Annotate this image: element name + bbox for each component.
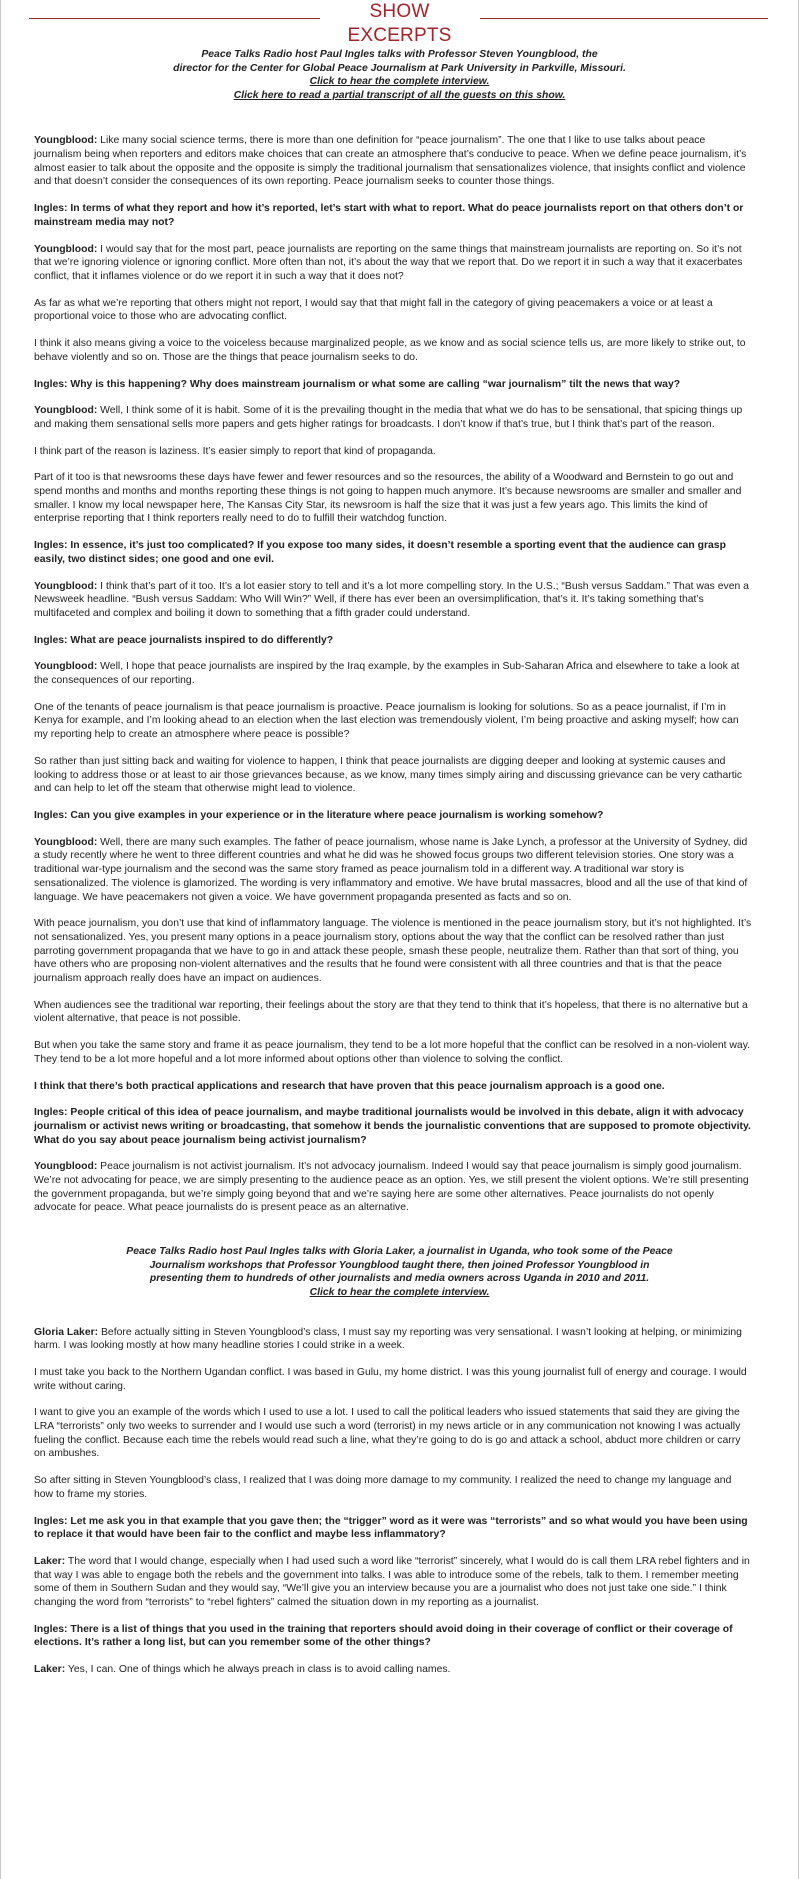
paragraph-text: I think that there’s both practical applications and research that have proven that this peace journalism approach is a good one.	[34, 1080, 665, 1092]
paragraph-text: As far as what we’re reporting that others might not report, I would say that that might fall in the category of giving peacemakers a voice or at least a proportional voice to those who are advocating conflict.	[34, 297, 713, 323]
speaker-name: Laker:	[34, 1664, 66, 1676]
paragraph-text: What are peace journalists inspired to do differently?	[67, 634, 334, 646]
question-paragraph	[34, 809, 752, 823]
paragraph-text: Before actually sitting in Steven Youngblood’s class, I must say my reporting was very sensational. I wasn’t looking at helping, or minimizing harm. I was looking mostly at how many headline stories I could strike in a week.	[34, 1326, 742, 1352]
complete-interview-link[interactable]: Click to hear the complete interview.	[309, 1286, 490, 1298]
intro-line: Peace Talks Radio host Paul Ingles talks with Gloria Laker, a journalist in Uganda, who took some of the Peace	[126, 1246, 673, 1258]
answer-paragraph	[34, 1366, 752, 1393]
transcript-link[interactable]: Click here to read a partial transcript of all the guests on this show.	[233, 89, 566, 101]
paragraph-text: Yes, I can. One of things which he always preach in class is to avoid calling names.	[65, 1664, 451, 1676]
answer-paragraph	[34, 1474, 752, 1501]
answer-paragraph	[34, 1555, 752, 1610]
paragraph-text: Well, there are many such examples. The father of peace journalism, whose name is Jake Lynch, a professor at the University of Sydney, did a study recently where he went to three different countries and what he did was he showed focus groups two different television stories. One story was a traditional war-type journalism and the second was the same story framed as peace journalism told in a different way. A traditional war story is sensationalized. The violence is glamorized. The wording is very inflammatory and emotive. We have brutal massacres, blood and all the use of that kind of language. We have peacemakers not given a voice. We have government propaganda presented as facts and so on.	[34, 836, 748, 903]
paragraph-text: So after sitting in Steven Youngblood’s class, I realized that I was doing more damage to my community. I realized the need to change my language and how to frame my stories.	[34, 1475, 732, 1500]
answer-paragraph	[34, 999, 752, 1026]
answer-paragraph	[34, 1039, 752, 1066]
intro-line: Journalism workshops that Professor Youngblood taught there, then joined Professor Youngblood in	[149, 1259, 650, 1271]
answer-paragraph	[34, 337, 752, 364]
speaker-name: Youngblood:	[34, 405, 98, 417]
paragraph-text: When audiences see the traditional war reporting, their feelings about the story are that they tend to think that it’s hopeless, that there is no alternative but a violent alternative, that peace is not possible.	[34, 999, 748, 1025]
speaker-name: Ingles:	[34, 809, 68, 821]
paragraph-text: Can you give examples in your experience or in the literature where peace journalism is working somehow?	[67, 809, 604, 821]
answer-paragraph	[34, 471, 752, 526]
speaker-name: Gloria Laker:	[34, 1326, 99, 1338]
answer-paragraph	[34, 404, 752, 431]
paragraph-text: In terms of what they report and how it’s reported, let’s start with what to report. What do peace journalists report on that others don’t or mainstream media may not?	[34, 203, 744, 228]
answer-paragraph	[34, 755, 752, 796]
question-paragraph	[34, 378, 752, 392]
intro-line: director for the Center for Global Peace Journalism at Park University in Parkville, Missouri.	[173, 62, 626, 74]
speaker-name: Youngblood:	[34, 243, 98, 255]
paragraph-text: Like many social science terms, there is more than one definition for “peace journalism”. The one that I like to use talks about peace journalism being when reporters and editors make choices that can create an atmosphere that’s conducive to peace. When we define peace journalism, it’s almost easier to talk about the opposite and the opposite is simply the traditional journalism that sensationalizes violence, that insights conflict and violence and that doesn’t consider the consequences of its own reporting. Peace journalism seeks to counter those things.	[34, 135, 747, 188]
intro-line: presenting them to hundreds of other journalists and media owners across Uganda in 2010 and 2011.	[149, 1273, 650, 1285]
speaker-name: Laker:	[34, 1555, 66, 1567]
question-paragraph	[34, 539, 752, 566]
answer-paragraph	[34, 134, 752, 189]
paragraph-text: I think it also means giving a voice to the voiceless because marginalized people, as we know and as social science tells us, are more likely to strike out, to behave violently and so on. Those are the things that peace journalism seeks to do.	[34, 338, 746, 363]
paragraph-text: Peace journalism is not activist journalism. It’s not advocacy journalism. Indeed I would say that peace journalism is simply good journalism. We’re not advocating for peace, we are simply presenting to the audience peace as an option. Yes, we still present the violent options. We’re still presenting the government propaganda, but we’re simply going beyond that and we’re saying here are some other alternatives. Peace journalists do not openly advocate for peace. What peace journalists do is present peace as an alternative.	[34, 1161, 749, 1214]
question-paragraph	[34, 1515, 752, 1542]
paragraph-text: In essence, it’s just too complicated? If you expose too many sides, it doesn’t resemble a sporting event that the audience can grasp easily, two distinct sides; one good and one evil.	[34, 540, 726, 565]
section-header	[1, 0, 798, 46]
paragraph-text: Well, I think some of it is habit. Some of it is the prevailing thought in the media that what we do has to be sensational, that spicing things up and making them sensational sells more papers and gets higher ratings for broadcasts. I don’t know if that’s true, but I think that’s part of the reason.	[34, 405, 743, 430]
paragraph-text: I want to give you an example of the words which I used to use a lot. I used to call the political leaders who issued statements that said they are giving the LRA “terrorists” only two weeks to surrender and I would use such a word (terrorist) in my news article or in any communication not knowing I was actually fueling the conflict. Because each time the rebels would read such a line, what they’re going to do is go and attack a school, abduct more children or carry on ambushes.	[34, 1407, 741, 1460]
speaker-name: Youngblood:	[34, 836, 98, 848]
paragraph-text: But when you take the same story and frame it as peace journalism, they tend to be a lot more hopeful that the conflict can be resolved in a non-violent way. They tend to be a lot more hopeful and a lot more informed about options other than violence to solving the conflict.	[34, 1040, 751, 1065]
question-paragraph	[34, 202, 752, 229]
answer-paragraph	[34, 1160, 752, 1215]
question-paragraph	[34, 1623, 752, 1650]
speaker-name: Ingles:	[34, 1623, 68, 1635]
answer-paragraph	[34, 836, 752, 905]
intro-line: Peace Talks Radio host Paul Ingles talks with Professor Steven Youngblood, the	[201, 49, 598, 60]
speaker-name: Youngblood:	[34, 661, 98, 673]
paragraph-text: Part of it too is that newsrooms these days have fewer and fewer resources and so the resources, the ability of a Woodward and Bernstein to go out and spend months and months and months reporting these things is not going to happen much anymore. It’s because newsrooms are smaller and smaller and smaller. I know my local newspaper here, The Kansas City Star, its newsroom is half the size that it was just a few years ago. This limits the kind of enterprise reporting that I think reporters really need to do to fulfill their watchdog function.	[34, 472, 742, 525]
answer-paragraph	[34, 1663, 752, 1677]
page-title: SHOW EXCERPTS	[320, 0, 480, 48]
answer-paragraph	[34, 660, 752, 687]
speaker-name: Ingles:	[34, 1515, 68, 1527]
answer-paragraph	[34, 243, 752, 284]
paragraph-text: I would say that for the most part, peace journalists are reporting on the same things that mainstream journalists are reporting on. So it’s not that we’re ignoring violence or ignoring conflict. More often than not, it’s about the way that we report that. Do we report it in such a way that it exacerbates conflict, that it inflames violence or do we report it in such a way that it does not?	[34, 243, 743, 282]
interview-intro-laker	[61, 1245, 738, 1299]
paragraph-text: There is a list of things that you used in the training that reporters should avoid doing in their coverage of conflict or their coverage of elections. It’s rather a long list, but can you remember some of the other things?	[34, 1623, 733, 1649]
speaker-name: Ingles:	[34, 1107, 68, 1119]
transcript-section-youngblood	[1, 134, 798, 1215]
paragraph-text: So rather than just sitting back and waiting for violence to happen, I think that peace journalists are digging deeper and looking at systemic causes and looking to address those or at least to air those grievances because, as we know, many times simply airing and discussing grievance can be very cathartic and can help to let off the steam that otherwise might lead to violence.	[34, 755, 743, 795]
question-paragraph	[34, 634, 752, 648]
answer-paragraph	[34, 580, 752, 621]
speaker-name: Ingles:	[34, 634, 68, 646]
answer-paragraph	[34, 445, 752, 459]
answer-paragraph	[34, 701, 752, 742]
speaker-name: Ingles:	[34, 203, 68, 215]
paragraph-text: I must take you back to the Northern Ugandan conflict. I was based in Gulu, my home district. I was this young journalist full of energy and courage. I would write without caring.	[34, 1366, 747, 1392]
interview-intro-youngblood	[61, 48, 738, 102]
answer-paragraph	[34, 917, 752, 986]
paragraph-text: With peace journalism, you don’t use that kind of inflammatory language. The violence is mentioned in the peace journalism story, but it’s not highlighted. It’s not sensationalized. Yes, you present many options in a peace journalism story, options about the way that the conflict can be resolved rather than just parroting government propaganda that we have to go in and attack these people, smash these people, neutralize them. Rather than that sort of thing, you have others who are proposing non-violent alternatives and the results that he found were consistent with all three countries and that is that the peace journalism approach really does have an impact on audiences.	[34, 918, 752, 985]
paragraph-text: I think that’s part of it too. It’s a lot easier story to tell and it’s a lot more compelling story. In the U.S.; “Bush versus Saddam.” That was even a Newsweek headline. “Bush versus Saddam: Who Will Win?” Well, if there has ever been an oversimplification, that’s it. It’s taking something that’s multifaceted and complex and boiling it down to something that a fifth grader could understand.	[34, 580, 749, 619]
complete-interview-link[interactable]: Click to hear the complete interview.	[309, 76, 490, 88]
question-paragraph	[34, 1080, 752, 1094]
paragraph-text: Why is this happening? Why does mainstream journalism or what some are calling “war journalism” tilt the news that way?	[67, 378, 681, 390]
paragraph-text: People critical of this idea of peace journalism, and maybe traditional journalists would be involved in this debate, align it with advocacy journalism or activist news writing or broadcasting, that somehow it bends the journalistic conventions that are supposed to promote objectivity. What do you say about peace journalism being activist journalism?	[34, 1107, 751, 1146]
speaker-name: Youngblood:	[34, 135, 98, 147]
paragraph-text: One of the tenants of peace journalism is that peace journalism is proactive. Peace journalism is looking for solutions. So as a peace journalist, if I’m in Kenya for example, and I’m looking ahead to an election when the last election was tremendously violent, I’m being proactive and asking myself; how can my reporting help to create an atmosphere where peace is possible?	[34, 701, 739, 741]
answer-paragraph	[34, 297, 752, 324]
paragraph-text: I think part of the reason is laziness. It’s easier simply to report that kind of propaganda.	[34, 445, 436, 457]
speaker-name: Youngblood:	[34, 1161, 98, 1173]
speaker-name: Ingles:	[34, 540, 68, 552]
question-paragraph	[34, 1106, 752, 1147]
paragraph-text: The word that I would change, especially when I had used such a word like “terrorist” sincerely, what I would do is call them LRA rebel fighters and in that way I was able to engage both the rebels and the government into talks. I was able to introduce some of the rebels, talk to them. I remember meeting some of them in Southern Sudan and they would say, “We’ll give you an interview because you are a journalist who does not just take one side.” I think changing the word from “terrorists” to “rebel fighters” calmed the situation down in my reporting as a journalist.	[34, 1555, 750, 1609]
paragraph-text: Well, I hope that peace journalists are inspired by the Iraq example, by the examples in Sub-Saharan Africa and elsewhere to take a look at the consequences of our reporting.	[34, 661, 740, 687]
answer-paragraph	[34, 1406, 752, 1461]
paragraph-text: Let me ask you in that example that you gave then; the “trigger” word as it were was “terrorists” and so what would you have been using to replace it that would have been fair to the conflict and maybe less inflammatory?	[34, 1515, 748, 1541]
speaker-name: Ingles:	[34, 378, 68, 390]
transcript-section-laker	[1, 1326, 798, 1677]
answer-paragraph	[34, 1326, 752, 1353]
speaker-name: Youngblood:	[34, 580, 98, 592]
